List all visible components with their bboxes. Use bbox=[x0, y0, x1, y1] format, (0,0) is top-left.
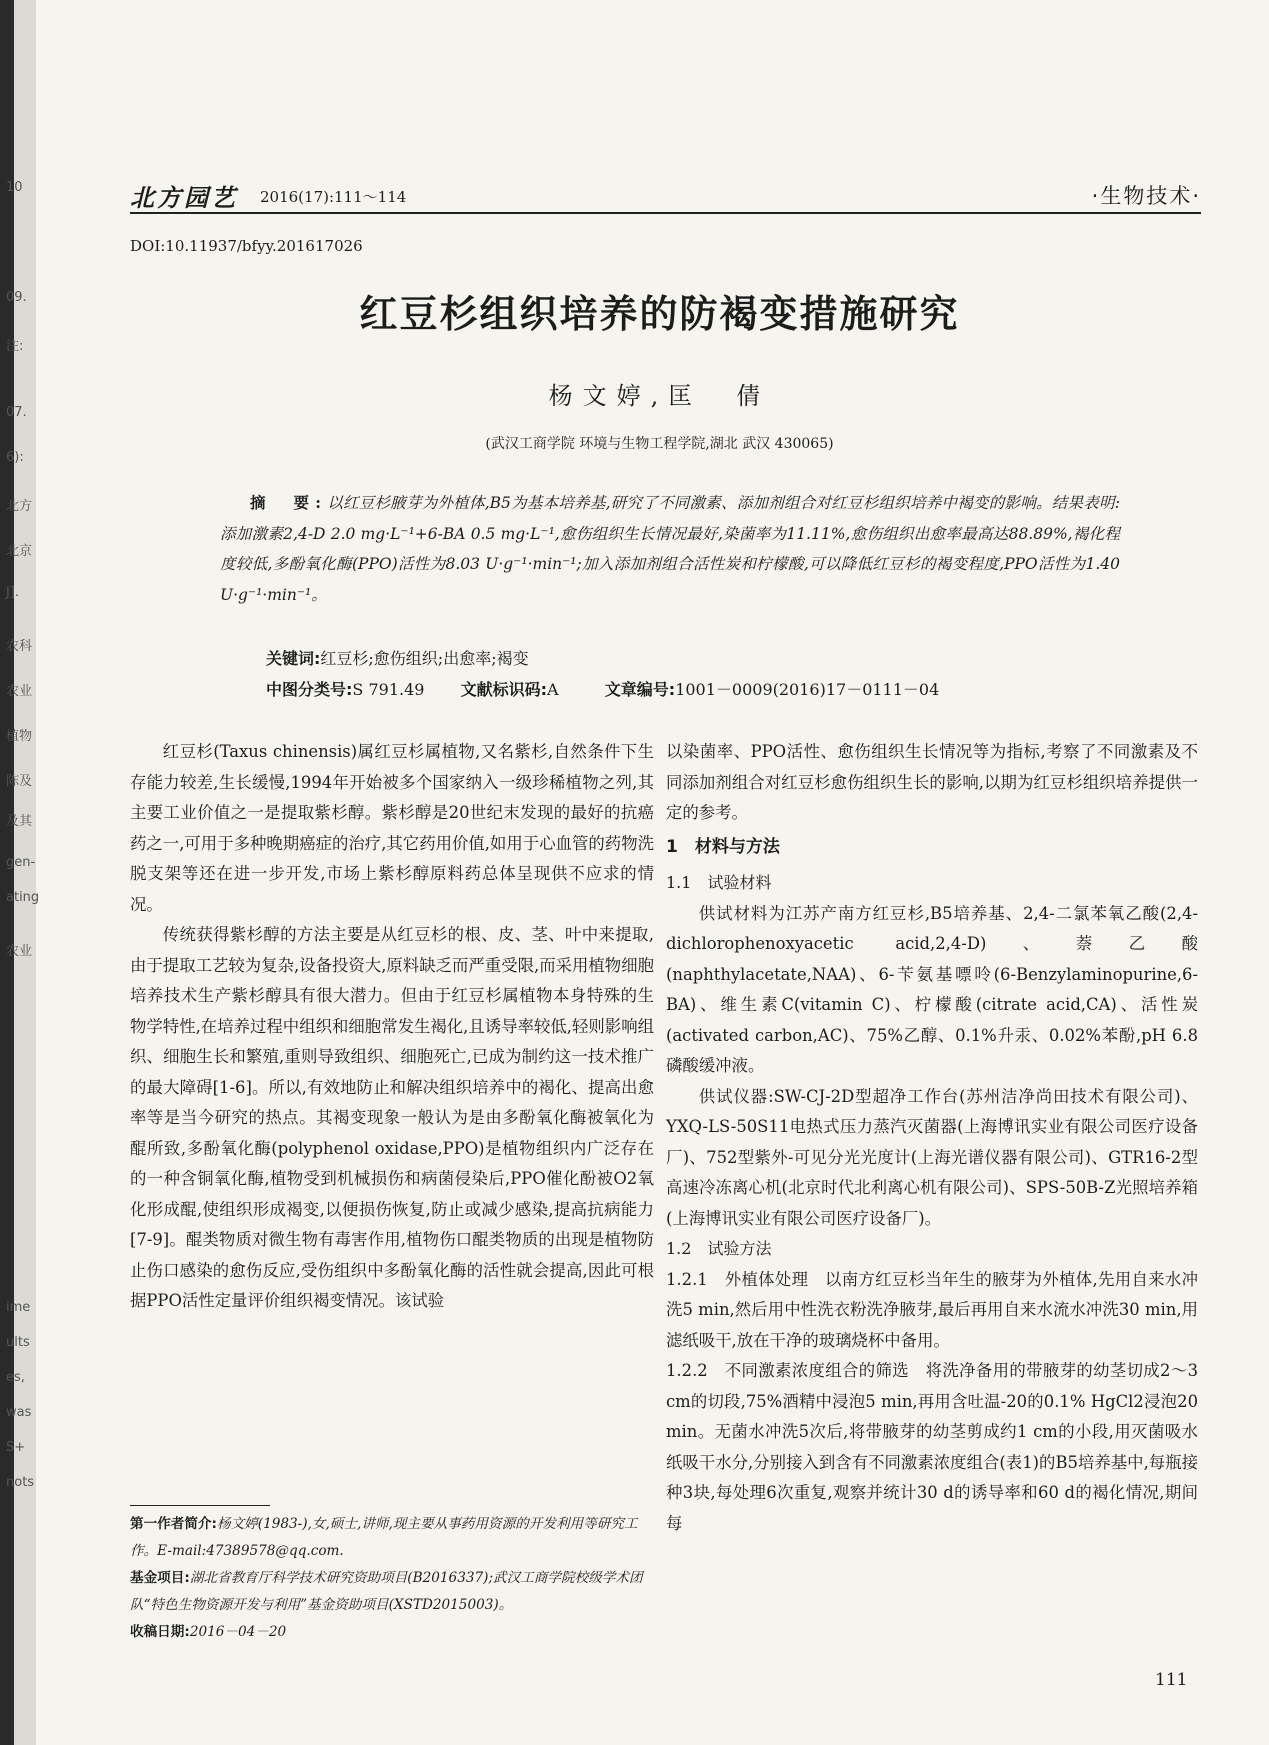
facing-page-fragment: 农业 bbox=[6, 684, 33, 699]
facing-page-fragment: ults bbox=[6, 1335, 30, 1350]
article-title: 红豆杉组织培养的防褐变措施研究 bbox=[359, 292, 960, 336]
footnotes bbox=[130, 1511, 654, 1646]
fund-note-label: 基金项目: bbox=[130, 1570, 190, 1586]
abstract bbox=[220, 488, 1120, 610]
clc-label: 中图分类号: bbox=[266, 680, 353, 699]
fund-note bbox=[130, 1565, 654, 1619]
facing-page-fragment: 注: bbox=[6, 339, 24, 354]
received-date-text: 2016－04－20 bbox=[189, 1624, 287, 1640]
facing-page-fragment: 北京 bbox=[6, 544, 33, 559]
header-rule bbox=[130, 212, 1201, 214]
facing-page-fragment: ime bbox=[6, 1300, 31, 1315]
journal-page bbox=[50, 0, 1269, 1745]
section-name: ·生物技术· bbox=[1091, 184, 1201, 208]
author-note-text: 杨文婷(1983-),女,硕士,讲师,现主要从事药用资源的开发利用等研究工作。E-mail:47389578@qq.com. bbox=[130, 1516, 638, 1559]
affiliation: (武汉工商学院 环境与生物工程学院,湖北 武汉 430065) bbox=[485, 436, 834, 452]
doc-code-label: 文献标识码: bbox=[460, 680, 548, 699]
classification-line bbox=[266, 676, 939, 704]
received-date-label: 收稿日期: bbox=[130, 1624, 190, 1640]
received-date bbox=[130, 1619, 654, 1646]
doc-code-value: A bbox=[547, 680, 559, 699]
facing-page-fragment: 及其 bbox=[6, 814, 33, 829]
left-column bbox=[130, 737, 654, 1317]
running-header bbox=[130, 178, 1201, 212]
facing-page-fragment: 北方 bbox=[6, 499, 33, 514]
page-number: 111 bbox=[1155, 1670, 1188, 1690]
footnote-rule bbox=[130, 1505, 270, 1506]
article-no-value: 1001－0009(2016)17－0111－04 bbox=[675, 680, 940, 699]
facing-page-fragment: es, bbox=[6, 1370, 25, 1385]
keywords-text: 红豆杉;愈伤组织;出愈率;褐变 bbox=[320, 649, 529, 668]
subsection-heading-1-1: 1.1 试验材料 bbox=[666, 873, 772, 892]
facing-page-fragment: 农科 bbox=[6, 639, 33, 654]
fund-note-text: 湖北省教育厅科学技术研究资助项目(B2016337);武汉工商学院校级学术团队“特色生物资源开发与利用”基金资助项目(XSTD2015003)。 bbox=[130, 1570, 643, 1613]
section-heading-1: 1 材料与方法 bbox=[666, 836, 780, 857]
facing-page-fragment: 农业 bbox=[6, 944, 33, 959]
facing-page-fragment: ating bbox=[6, 890, 40, 905]
explant-paragraph: 1.2.1 外植体处理 以南方红豆杉当年生的腋芽为外植体,先用自来水冲洗5 min,然后用中性洗衣粉洗净腋芽,最后再用自来水流水冲洗30 min,用滤纸吸干,放在干净的玻璃烧杯中备用。 bbox=[666, 1269, 1198, 1350]
facing-page-fragment: was bbox=[6, 1405, 32, 1420]
facing-page-fragment: 09. bbox=[6, 290, 27, 305]
facing-page-fragment: 植物 bbox=[6, 729, 33, 744]
subsection-heading-1-2: 1.2 试验方法 bbox=[666, 1239, 772, 1258]
facing-page-fragment: 6): bbox=[6, 450, 24, 465]
journal-issue: 2016(17):111～114 bbox=[260, 188, 407, 206]
facing-page-fragment: gen- bbox=[6, 855, 36, 870]
instruments-paragraph: 供试仪器:SW-CJ-2D型超净工作台(苏州洁净尚田技术有限公司)、YXQ-LS-50S11电热式压力蒸汽灭菌器(上海博讯实业有限公司医疗设备厂)、752型紫外-可见分光光度计(上海光谱仪器有限公司)、GTR16-2型高速冷冻离心机(北京时代北利离心机有限公司)、SPS-50B-Z光照培养箱(上海博讯实业有限公司医疗设备厂)。 bbox=[666, 1086, 1198, 1228]
right-column bbox=[666, 737, 1198, 1539]
clc-value: S 791.49 bbox=[352, 680, 425, 699]
facing-page-fragment: nots bbox=[6, 1475, 35, 1490]
author-note-label: 第一作者简介: bbox=[130, 1516, 217, 1532]
article-no-label: 文章编号: bbox=[604, 680, 676, 699]
facing-page-fragment: 陈及 bbox=[6, 774, 33, 789]
abstract-label: 摘 要: bbox=[250, 493, 327, 512]
facing-page-fragment: J]. bbox=[6, 585, 20, 600]
journal-name: 北方园艺 bbox=[130, 184, 238, 212]
intro-paragraph-2: 传统获得紫杉醇的方法主要是从红豆杉的根、皮、茎、叶中来提取,由于提取工艺较为复杂,设备投资大,原料缺乏而严重受限,而采用植物细胞培养技术生产紫杉醇具有很大潜力。但由于红豆杉属植物本身特殊的生物学特性,在培养过程中组织和细胞常发生褐化,且诱导率较低,轻则影响组织、细胞生长和繁殖,重则导致组织、细胞死亡,已成为制约这一技术推广的最大障碍[1-6]。所以,有效地防止和解决组织培养中的褐化、提高出愈率等是当今研究的热点。其褐变现象一般认为是由多酚氧化酶被氧化为醌所致,多酚氧化酶(polyphenol oxidase,PPO)是植物组织内广泛存在的一种含铜氧化酶,植物受到机械损伤和病菌侵染后,PPO催化酚被O2氧化形成醌,使组织形成褐变,以便损伤恢复,防止或减少感染,提高抗病能力[7-9]。醌类物质对微生物有毒害作用,植物伤口醌类物质的出现是植物防止伤口感染的愈伤反应,受伤组织中多酚氧化酶的活性就会提高,因此可根据PPO活性定量评价组织褐变情况。该试验 bbox=[130, 925, 654, 1310]
hormone-screening-paragraph: 1.2.2 不同激素浓度组合的筛选 将洗净备用的带腋芽的幼茎切成2～3 cm的切段,75%酒精中浸泡5 min,再用含吐温-20的0.1% HgCl2浸泡20 min。无菌水冲洗5次后,将带腋芽的幼茎剪成约1 cm的小段,用灭菌吸水纸吸干水分,分别接入到含有不同激素浓度组合(表1)的B5培养基中,每瓶接种3块,每处理6次重复,观察并统计30 d的诱导率和60 d的褐化情况,期间每 bbox=[666, 1361, 1198, 1533]
keywords bbox=[266, 645, 529, 673]
doi: DOI:10.11937/bfyy.201617026 bbox=[130, 237, 363, 255]
materials-paragraph: 供试材料为江苏产南方红豆杉,B5培养基、2,4-二氯苯氧乙酸(2,4-dichlorophenoxyacetic acid,2,4-D)、萘乙酸(naphthylacetate,NAA)、6-苄氨基嘌呤(6-Benzylaminopurine,6-BA)、维生素C(vitamin C)、柠檬酸(citrate acid,CA)、活性炭(activated carbon,AC)、75%乙醇、0.1%升汞、0.02%苯酚,pH 6.8磷酸缓冲液。 bbox=[666, 903, 1198, 1075]
facing-page-fragment: S+ bbox=[6, 1440, 26, 1455]
facing-page-fragment: 10 bbox=[6, 180, 23, 195]
keywords-label: 关键词: bbox=[266, 649, 321, 668]
author-note bbox=[130, 1511, 654, 1565]
intro-paragraph-3: 以染菌率、PPO活性、愈伤组织生长情况等为指标,考察了不同激素及不同添加剂组合对红豆杉愈伤组织生长的影响,以期为红豆杉组织培养提供一定的参考。 bbox=[666, 742, 1198, 822]
intro-paragraph-1: 红豆杉(Taxus chinensis)属红豆杉属植物,又名紫杉,自然条件下生存能力较差,生长缓慢,1994年开始被多个国家纳入一级珍稀植物之列,其主要工业价值之一是提取紫杉醇。紫杉醇是20世纪末发现的最好的抗癌药之一,可用于多种晚期癌症的治疗,其它药用价值,如用于心血管的药物洗脱支架等还在进一步开发,市场上紫杉醇原料药总体呈现供不应求的情况。 bbox=[130, 742, 654, 914]
authors: 杨文婷,匡 倩 bbox=[548, 382, 771, 410]
abstract-text: 以红豆杉腋芽为外植体,B5为基本培养基,研究了不同激素、添加剂组合对红豆杉组织培养中褐变的影响。结果表明:添加激素2,4-D 2.0 mg·L⁻¹+6-BA 0.5 mg·L⁻¹,愈伤组织生长情况最好,染菌率为11.11%,愈伤组织出愈率最高达88.89%,褐化程度较低,多酚氧化酶(PPO)活性为8.03 U·g⁻¹·min⁻¹;加入添加剂组合活性炭和柠檬酸,可以降低红豆杉的褐变程度,PPO活性为1.40 U·g⁻¹·min⁻¹。 bbox=[220, 494, 1120, 604]
facing-page-fragment: 07. bbox=[6, 405, 27, 420]
